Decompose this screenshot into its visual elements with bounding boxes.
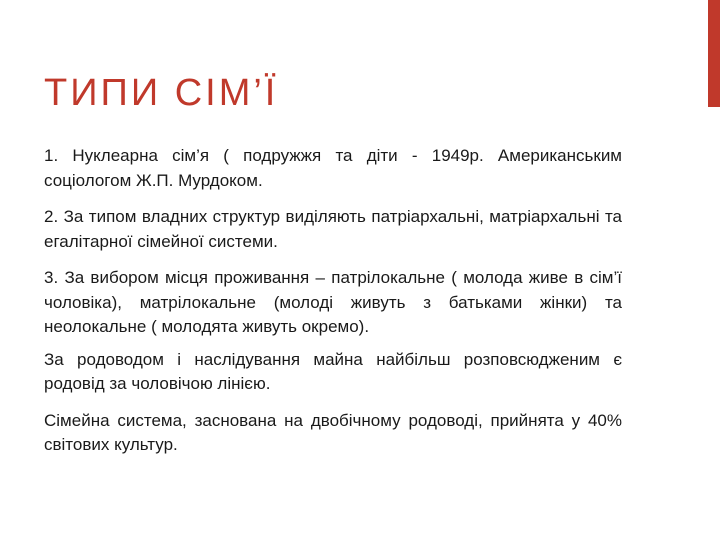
paragraph-bilateral: Сімейна система, заснована на двобічному родоводі, прийнята у 40% світових культур.: [44, 410, 622, 454]
paragraph-power-structures: 2. За типом владних структур виділяють патріархальні, матріархальні та егалітарної сімейної системи.: [44, 207, 622, 251]
slide-body: [44, 144, 622, 470]
paragraph-nuclear-family: 1. Нуклеарна сім’я ( подружжя та діти - 1949р. Американським соціологом Ж.П. Мурдоком.: [44, 146, 622, 190]
accent-bar: [708, 0, 720, 107]
slide-title: ТИПИ СІМ’Ї: [44, 72, 279, 114]
paragraph-lineage: За родоводом і наслідування майна найбільш розповсюдженим є родовід за чоловічою лінією.: [44, 349, 622, 393]
paragraph-residence: 3. За вибором місця проживання – патрілокальне ( молода живе в сім’ї чоловіка), матрілокальне (молоді живуть з батьками жінки) та неолокальне ( молодята живуть окремо).: [44, 268, 622, 336]
